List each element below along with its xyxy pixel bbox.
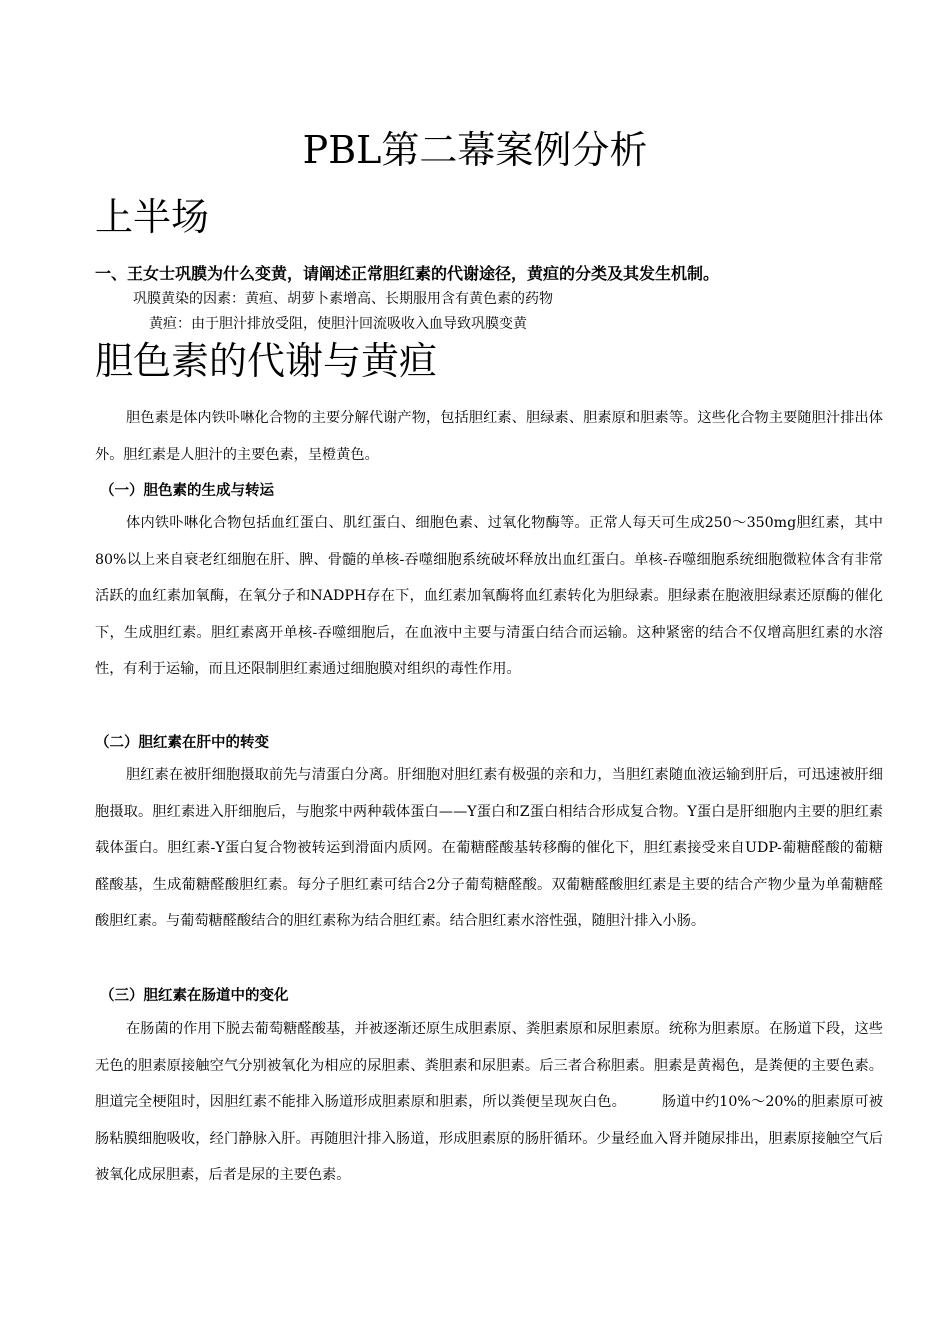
document-title: PBL第二幕案例分析	[302, 128, 648, 172]
subheading-liver-conversion: （二）胆红素在肝中的转变	[95, 735, 269, 751]
note-sclera-factors: 巩膜黄染的因素：黄疸、胡萝卜素增高、长期服用含有黄色素的药物	[133, 291, 553, 307]
paragraph-generation-transport: 体内铁卟啉化合物包括血红蛋白、肌红蛋白、细胞色素、过氧化物酶等。正常人每天可生成250～350mg胆红素，其中80%以上来自衰老红细胞在肝、脾、骨髓的单核-吞噬细胞系统破坏释放出血红蛋白。单核-吞噬细胞系统细胞微粒体含有非常活跃的血红素加氧酶，在氧分子和NADPH存在下，血红素加氧酶将血红素转化为胆绿素。胆绿素在胞液胆绿素还原酶的催化下，生成胆红素。胆红素离开单核-吞噬细胞后，在血液中主要与清蛋白结合而运输。这种紧密的结合不仅增高胆红素的水溶性，有利于运输，而且还限制胆红素通过细胞膜对组织的毒性作用。	[95, 515, 883, 677]
paragraph-liver-conversion: 胆红素在被肝细胞摄取前先与清蛋白分离。肝细胞对胆红素有极强的亲和力，当胆红素随血液运输到肝后，可迅速被肝细胞摄取。胆红素进入肝细胞后，与胞浆中两种载体蛋白——Y蛋白和Z蛋白相结合形成复合物。Y蛋白是肝细胞内主要的胆红素载体蛋白。胆红素-Y蛋白复合物被转运到滑面内质网。在葡糖醛酸基转移酶的催化下，胆红素接受来自UDP-葡糖醛酸的葡糖醛酸基，生成葡糖醛酸胆红素。每分子胆红素可结合2分子葡萄糖醛酸。双葡糖醛酸胆红素是主要的结合产物少量为单葡糖醛酸胆红素。与葡萄糖醛酸结合的胆红素称为结合胆红素。结合胆红素水溶性强，随胆汁排入小肠。	[95, 767, 883, 929]
section-heading-bile-pigment: 胆色素的代谢与黄疸	[95, 339, 438, 383]
section-heading-upper-half: 上半场	[95, 195, 210, 239]
subheading-generation-transport: （一）胆色素的生成与转运	[100, 483, 274, 499]
question-heading: 一、王女士巩膜为什么变黄，请阐述正常胆红素的代谢途径，黄疸的分类及其发生机制。	[95, 264, 720, 283]
paragraph-intestine-changes: 在肠菌的作用下脱去葡萄糖醛酸基，并被逐渐还原生成胆素原、粪胆素原和尿胆素原。统称为胆素原。在肠道下段，这些无色的胆素原接触空气分别被氧化为相应的尿胆素、粪胆素和尿胆素。后三者合称胆素。胆素是黄褐色，是粪便的主要色素。胆道完全梗阻时，因胆红素不能排入肠道形成胆素原和胆素，所以粪便呈现灰白色。 肠道中约10%～20%的胆素原可被肠粘膜细胞吸收，经门静脉入肝。再随胆汁排入肠道，形成胆素原的肠肝循环。少量经血入肾并随尿排出，胆素原接触空气后被氧化成尿胆素，后者是尿的主要色素。	[95, 1021, 883, 1183]
subheading-intestine-changes: （三）胆红素在肠道中的变化	[100, 988, 289, 1004]
intro-paragraph: 胆色素是体内铁卟啉化合物的主要分解代谢产物，包括胆红素、胆绿素、胆素原和胆素等。这些化合物主要随胆汁排出体外。胆红素是人胆汁的主要色素，呈橙黄色。	[95, 410, 883, 463]
note-jaundice-definition: 黄疸：由于胆汁排放受阻，使胆汁回流吸收入血导致巩膜变黄	[149, 316, 527, 332]
